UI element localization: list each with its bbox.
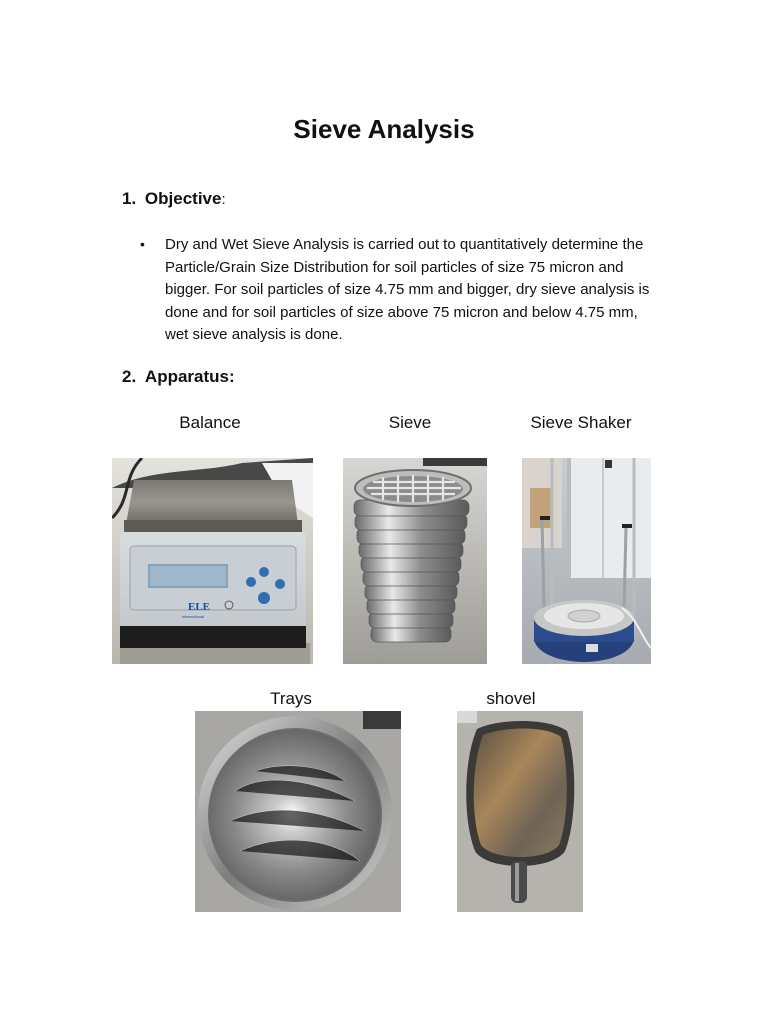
bullet-marker: • xyxy=(140,236,145,252)
sieve-caption: Sieve xyxy=(388,413,432,432)
balance-brand-logo: ELE xyxy=(188,601,211,613)
objective-number: 1. xyxy=(122,189,137,208)
shovel-photo xyxy=(457,711,583,912)
objective-colon: : xyxy=(221,191,226,208)
balance-caption: Balance xyxy=(179,413,241,432)
objective-heading xyxy=(122,189,226,209)
apparatus-heading xyxy=(122,367,235,387)
objective-heading-text: Objective xyxy=(144,189,222,208)
trays-caption: Trays xyxy=(270,689,312,708)
shovel-caption: shovel xyxy=(486,689,536,708)
sieve-shaker-caption: Sieve Shaker xyxy=(530,413,632,432)
apparatus-heading-text: Apparatus: xyxy=(144,367,235,386)
balance-photo xyxy=(112,458,313,664)
balance-brand-subtext: International xyxy=(182,614,205,619)
trays-photo xyxy=(195,711,401,912)
sieve-photo xyxy=(343,458,487,664)
sieve-shaker-photo xyxy=(522,458,651,664)
page-title: Sieve Analysis xyxy=(293,114,475,144)
objective-paragraph: Dry and Wet Sieve Analysis is carried out to quantitatively determine the Particle/Grain Size Distribution for soil particles of size 75 micron and bigger. For soil particles of size 4.75 mm and bigger, dry sieve analysis is done and for soil particles of size above 75 micron and below 4.75 mm, wet sieve analysis is done. xyxy=(165,236,650,343)
apparatus-number: 2. xyxy=(122,367,137,386)
